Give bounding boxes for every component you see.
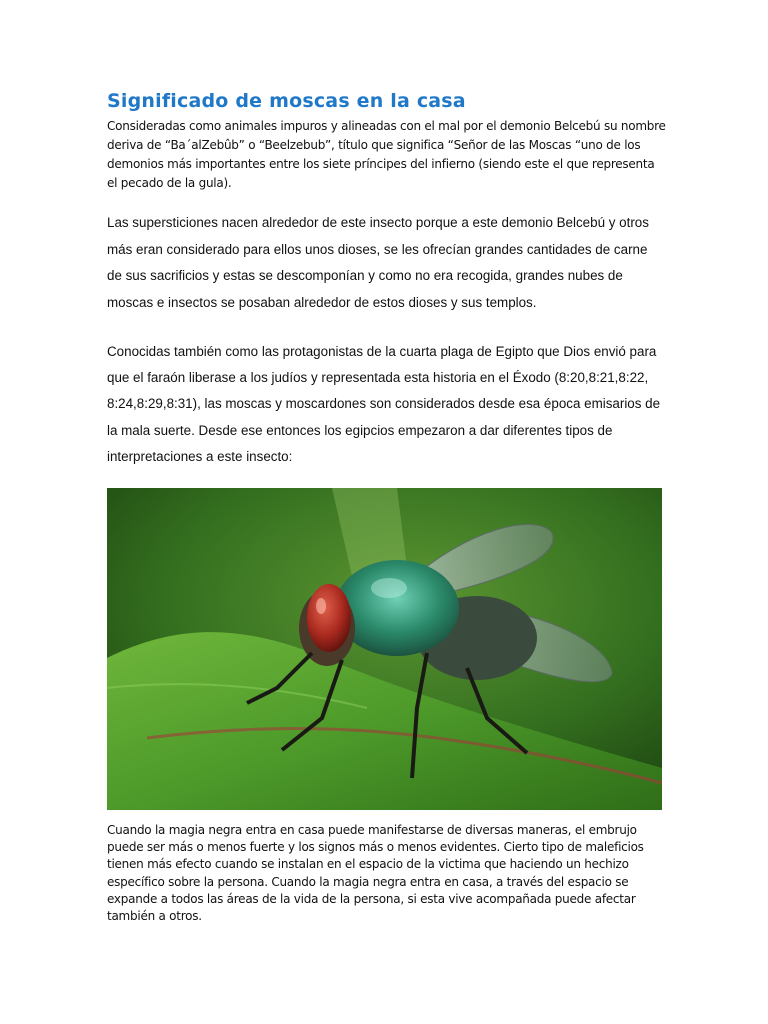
- paragraph-superstitions: Las supersticiones nacen alrededor de este insecto porque a este demonio Belcebú y otros más eran considerado para ellos unos dioses, se les ofrecían grandes cantidades de carne de sus sacrificios y estas se descomponían y como no era recogida, grandes nubes de moscas e insectos se posaban alrededor de estos dioses y sus templos.: [107, 215, 649, 310]
- paragraph-egypt-plague: Conocidas también como las protagonistas de la cuarta plaga de Egipto que Dios envió para que el faraón liberase a los judíos y representada esta historia en el Éxodo (8:20,8:21,8:22, 8:24,8:29,8:31), las moscas y moscardones son considerados desde esa época emisarios de la mala suerte. Desde ese entonces los egipcios empezaron a dar diferentes tipos de interpretaciones a este insecto:: [107, 344, 661, 464]
- fly-photo: [107, 488, 662, 810]
- paragraph-origin: Consideradas como animales impuros y alineadas con el mal por el demonio Belcebú su nombre deriva de “Ba´alZebûb” o “Beelzebub”, título que significa “Señor de las Moscas “uno de los demonios más importantes entre los siete príncipes del infierno (siendo este el que representa el pecado de la gula).: [107, 119, 666, 190]
- paragraph-black-magic: Cuando la magia negra entra en casa puede manifestarse de diversas maneras, el embrujo puede ser más o menos fuerte y los signos más o menos evidentes. Cierto tipo de maleficios tienen más efecto cuando se instalan en el espacio de la victima que haciendo un hechizo específico sobre la persona. Cuando la magia negra entra en casa, a través del espacio se expande a todos las áreas de la vida de la persona, si esta vive acompañada puede afectar también a otros.: [107, 823, 644, 924]
- page-title: Significado de moscas en la casa: [107, 90, 466, 112]
- fly-on-leaf-illustration: [107, 488, 662, 810]
